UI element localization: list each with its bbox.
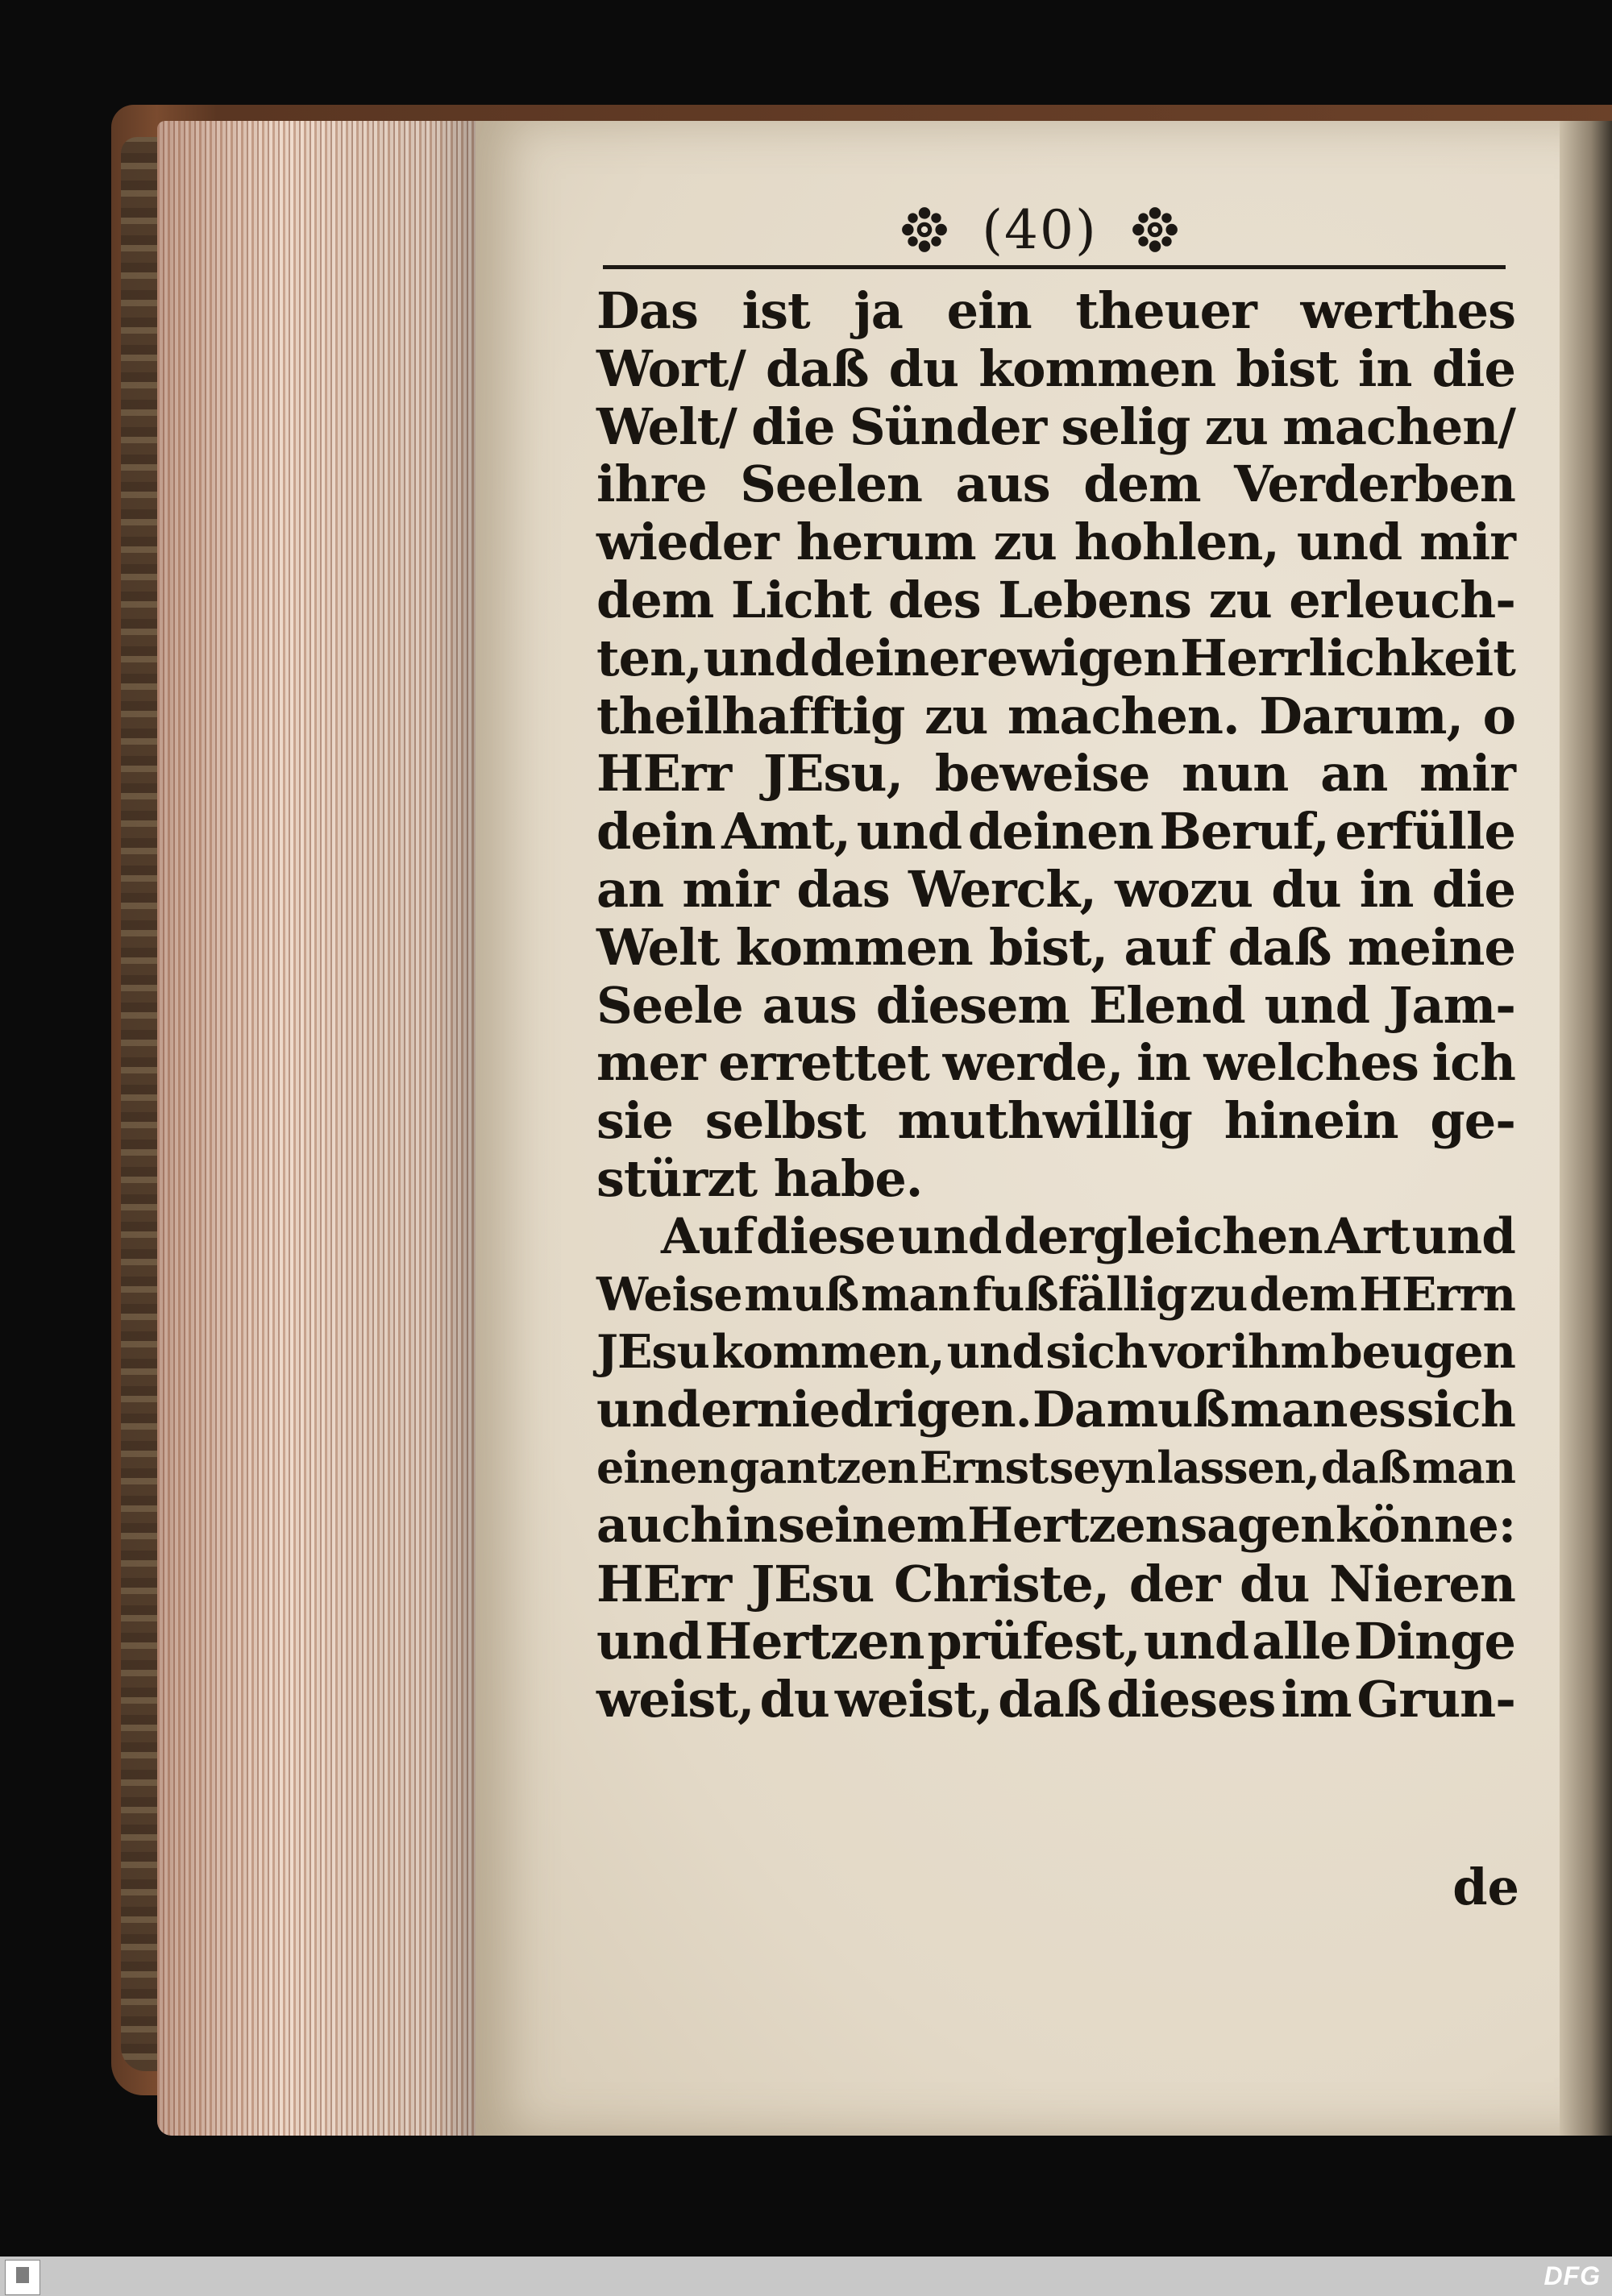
word: Seele — [596, 975, 743, 1035]
word: kommen — [978, 338, 1216, 398]
word: zu — [1204, 397, 1268, 456]
word: weist, — [834, 1670, 993, 1729]
word: mir — [1419, 744, 1515, 803]
word: und — [596, 1612, 702, 1671]
gutter-shadow — [1560, 121, 1612, 2136]
word: bist, — [989, 917, 1108, 977]
word: die — [1431, 859, 1515, 919]
word: prüfest, — [927, 1612, 1140, 1671]
text-line — [596, 977, 1515, 1035]
word: vor — [1149, 1325, 1229, 1380]
word: Art — [1324, 1207, 1410, 1265]
word: kommen — [735, 917, 973, 977]
page-number: (40) — [982, 198, 1098, 261]
word: Weise — [596, 1267, 742, 1322]
word: gantzen — [729, 1441, 918, 1493]
word: Ernst — [919, 1441, 1049, 1493]
word: nun — [1182, 744, 1289, 803]
library-seal-icon — [5, 2260, 40, 2295]
word: JEsu, — [762, 744, 904, 803]
word: dem — [1083, 455, 1201, 514]
word: mir — [682, 859, 779, 919]
word: muß — [744, 1267, 859, 1322]
text-line — [596, 1266, 1515, 1324]
word: Nieren — [1329, 1554, 1515, 1613]
text-line — [596, 282, 1515, 340]
header-rule — [603, 265, 1506, 269]
catchword: de — [1452, 1858, 1519, 1916]
word: auch — [596, 1497, 725, 1554]
word: ge- — [1430, 1091, 1515, 1151]
text-line — [596, 1323, 1515, 1381]
word: Christe, — [894, 1554, 1110, 1613]
word: die — [751, 397, 835, 456]
word: Lebens — [998, 570, 1191, 629]
word: diesem — [875, 975, 1070, 1035]
word: Sünder — [849, 397, 1047, 456]
word: bist — [1236, 338, 1338, 398]
text-line — [596, 861, 1515, 919]
word: an — [1320, 744, 1388, 803]
word: aus — [955, 455, 1050, 514]
page-block-shadow — [157, 121, 480, 2136]
word: werde, — [942, 1033, 1124, 1093]
word: seinem — [778, 1497, 967, 1554]
word: Seelen — [740, 455, 923, 514]
text-line — [596, 1034, 1515, 1092]
word: und — [703, 628, 809, 687]
word: Licht — [730, 570, 871, 629]
word: Elend — [1089, 975, 1245, 1035]
word: o — [1482, 686, 1515, 745]
text-line — [596, 687, 1515, 745]
word: man — [861, 1267, 970, 1322]
word: dieses — [1106, 1670, 1276, 1729]
word: und — [1411, 1207, 1515, 1265]
word: beweise — [934, 744, 1150, 803]
word: in — [1359, 859, 1414, 919]
word: Verderben — [1234, 455, 1515, 514]
word: dergleichen — [1003, 1207, 1323, 1265]
word: in — [1357, 338, 1412, 398]
word: an — [596, 859, 664, 919]
word: Welt — [596, 917, 720, 977]
word: Da — [1032, 1381, 1106, 1439]
word: ja — [854, 281, 903, 340]
text-line — [596, 1439, 1515, 1497]
word: theuer — [1075, 281, 1257, 340]
word: zu — [1208, 570, 1272, 629]
word: mir — [1419, 513, 1515, 572]
word: könne: — [1335, 1497, 1515, 1554]
page-header — [854, 197, 1225, 262]
word: beugen — [1330, 1325, 1515, 1380]
word: errettet — [718, 1033, 929, 1093]
word: ewigen — [987, 628, 1179, 687]
text-line — [596, 1497, 1515, 1555]
word: und — [596, 1381, 700, 1439]
word: dein — [596, 802, 716, 862]
word: Hertzen — [967, 1497, 1180, 1554]
word: ich — [1431, 1033, 1515, 1093]
word: und — [1143, 1612, 1249, 1671]
word: du — [1240, 1554, 1310, 1613]
word: es — [1348, 1381, 1406, 1439]
text-line — [596, 455, 1515, 513]
word: der — [1128, 1554, 1220, 1613]
word: und — [946, 1325, 1044, 1380]
word: du — [1271, 859, 1341, 919]
word: hinein — [1224, 1091, 1398, 1151]
word: Das — [596, 281, 698, 340]
word: daß — [765, 338, 869, 398]
word: und — [1264, 975, 1370, 1035]
word: Wort/ — [596, 338, 746, 398]
text-line — [596, 1613, 1515, 1671]
word: auf — [1124, 917, 1212, 977]
text-line: stürzt habe. — [596, 1148, 923, 1208]
text-line — [596, 1671, 1515, 1729]
text-line — [596, 629, 1515, 687]
word: ein — [946, 281, 1032, 340]
word: HErr — [596, 744, 732, 803]
word: man — [1230, 1381, 1348, 1439]
word: HErr — [596, 1554, 732, 1613]
word: dem — [1249, 1267, 1357, 1322]
word: und — [898, 1207, 1002, 1265]
text-line — [596, 340, 1515, 398]
word: sagen — [1180, 1497, 1335, 1554]
word: seyn — [1049, 1441, 1156, 1493]
word: selig — [1061, 397, 1190, 456]
word: ist — [742, 281, 810, 340]
text-line — [596, 513, 1515, 571]
word: du — [759, 1670, 829, 1729]
word: man — [1411, 1441, 1515, 1493]
word: die — [1431, 338, 1515, 398]
word: Werck, — [908, 859, 1096, 919]
word: machen/ — [1282, 397, 1515, 456]
word: kommen, — [711, 1325, 945, 1380]
word: mer — [596, 1033, 705, 1093]
word: wieder — [596, 513, 779, 572]
word: hohlen, — [1074, 513, 1279, 572]
word: Welt/ — [596, 397, 737, 456]
rosette-ornament-icon — [899, 205, 949, 255]
word: lassen, — [1157, 1441, 1319, 1493]
word: Herrlichkeit — [1180, 628, 1515, 687]
body-text — [596, 282, 1515, 1729]
word: wozu — [1115, 859, 1253, 919]
word: in — [1136, 1033, 1190, 1093]
text-line — [596, 571, 1515, 629]
word: Beruf, — [1159, 802, 1329, 862]
word: das — [796, 859, 890, 919]
word: ihre — [596, 455, 707, 514]
word: theilhafftig — [596, 686, 905, 745]
text-line — [596, 803, 1515, 861]
word: und — [856, 802, 962, 862]
word: erfülle — [1335, 802, 1515, 862]
text-line — [596, 398, 1515, 456]
word: einen — [596, 1441, 728, 1493]
word: im — [1281, 1670, 1352, 1729]
word: welches — [1203, 1033, 1419, 1093]
word: zu — [1189, 1267, 1248, 1322]
word: HErrn — [1359, 1267, 1515, 1322]
word: deinen — [967, 802, 1153, 862]
word: zu — [924, 686, 988, 745]
word: Auf — [661, 1207, 754, 1265]
word: Darum, — [1259, 686, 1464, 745]
dfg-logo: DFG — [1543, 2261, 1601, 2290]
word: du — [888, 338, 959, 398]
word: ten, — [596, 628, 702, 687]
word: Amt, — [721, 802, 851, 862]
word: erleuch- — [1289, 570, 1515, 629]
text-line — [596, 745, 1515, 803]
word: fußfällig — [972, 1267, 1187, 1322]
viewer-footer-bar — [0, 2257, 1612, 2296]
word: des — [887, 570, 981, 629]
text-line — [596, 1208, 1515, 1266]
word: meine — [1347, 917, 1515, 977]
word: muthwillig — [897, 1091, 1192, 1151]
word: aus — [762, 975, 857, 1035]
word: in — [725, 1497, 778, 1554]
word: Hertzen — [704, 1612, 924, 1671]
rosette-ornament-icon — [1130, 205, 1180, 255]
word: herum — [796, 513, 976, 572]
word: deiner — [809, 628, 986, 687]
word: selbst — [704, 1091, 866, 1151]
word: sich — [1406, 1381, 1515, 1439]
word: Grun- — [1356, 1670, 1515, 1729]
word: sich — [1045, 1325, 1148, 1380]
text-line — [596, 1381, 1515, 1439]
word: sie — [596, 1091, 673, 1151]
word: muß — [1106, 1381, 1229, 1439]
word: JEsu — [750, 1554, 875, 1613]
text-line — [596, 919, 1515, 977]
word: daß — [1228, 917, 1332, 977]
word: werthes — [1300, 281, 1515, 340]
word: ihm — [1231, 1325, 1328, 1380]
word: Jam- — [1389, 975, 1515, 1035]
word: Dinge — [1353, 1612, 1515, 1671]
word: daß — [1320, 1441, 1410, 1493]
word: alle — [1252, 1612, 1351, 1671]
word: dem — [596, 570, 714, 629]
word: JEsu — [596, 1325, 709, 1380]
word: weist, — [596, 1670, 754, 1729]
text-line — [596, 1092, 1515, 1150]
word: erniedrigen. — [700, 1381, 1032, 1439]
text-line — [596, 1555, 1515, 1613]
word: zu — [993, 513, 1057, 572]
word: machen. — [1007, 686, 1240, 745]
word: daß — [998, 1670, 1101, 1729]
word: diese — [756, 1207, 895, 1265]
word: und — [1296, 513, 1402, 572]
